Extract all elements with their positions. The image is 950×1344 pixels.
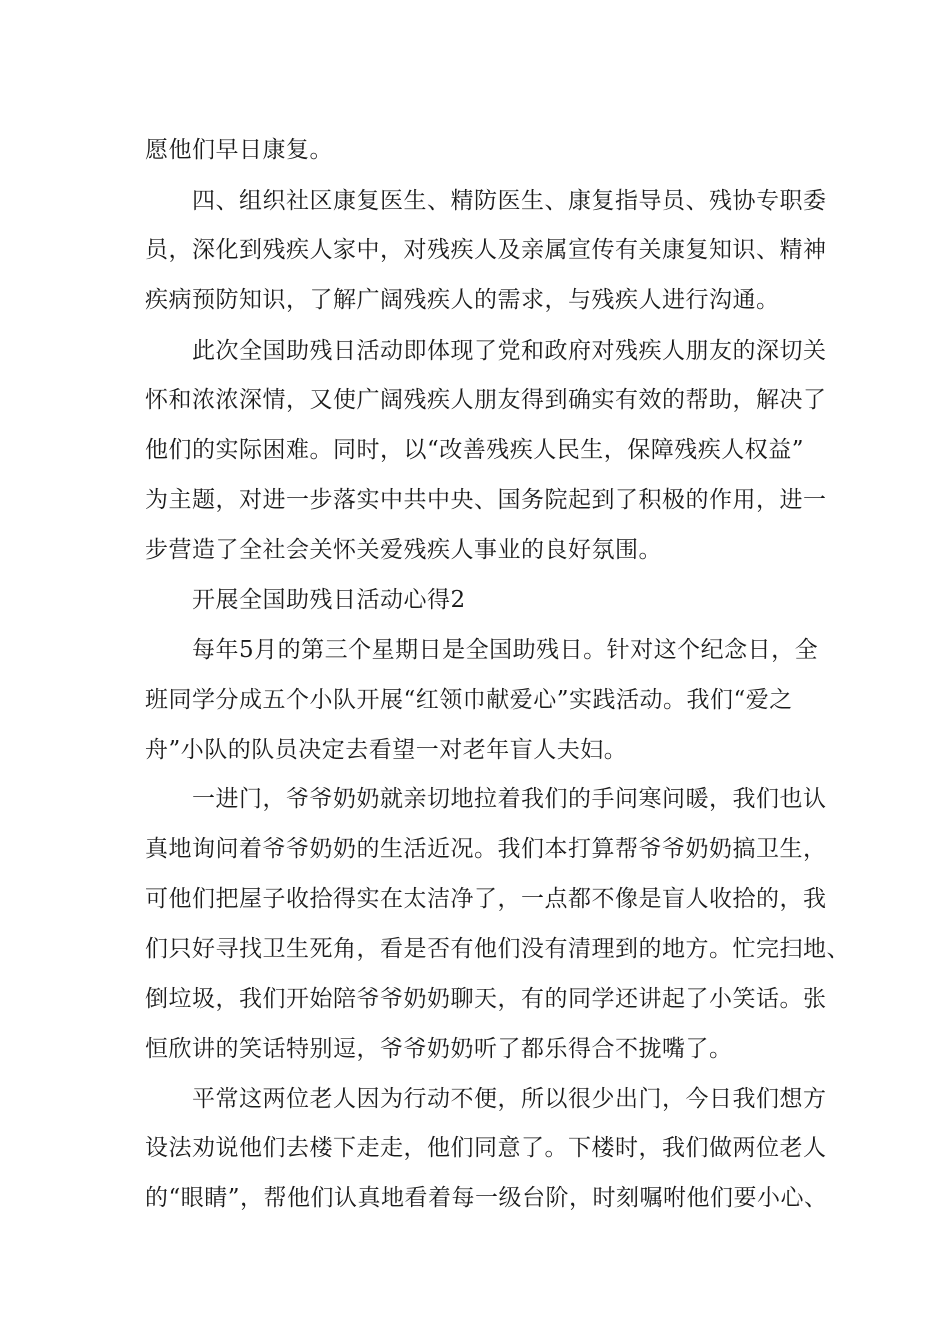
text-line: 们只好寻找卫生死角，看是否有他们没有清理到的地方。忙完扫地、 — [145, 936, 850, 962]
text-line: 疾病预防知识，了解广阔残疾人的需求，与残疾人进行沟通。 — [145, 287, 780, 313]
text-line: 倒垃圾，我们开始陪爷爷奶奶聊天，有的同学还讲起了小笑话。张 — [145, 986, 827, 1012]
text-line: 步营造了全社会关怀关爱残疾人事业的良好氛围。 — [145, 537, 662, 563]
text-line: 他们的实际困难。同时，以“改善残疾人民生，保障残疾人权益” — [145, 437, 805, 463]
text-line: 真地询问着爷爷奶奶的生活近况。我们本打算帮爷爷奶奶搞卫生， — [145, 836, 827, 862]
text-line: 班同学分成五个小队开展“红领巾献爱心”实践活动。我们“爱之 — [145, 687, 793, 713]
text-line: 四、组织社区康复医生、精防医生、康复指导员、残协专职委 — [192, 188, 827, 214]
text-line: 每年5月的第三个星期日是全国助残日。针对这个纪念日，全 — [192, 637, 819, 663]
text-line: 员，深化到残疾人家中，对残疾人及亲属宣传有关康复知识、精神 — [145, 237, 827, 263]
text-line: 舟”小队的队员决定去看望一对老年盲人夫妇。 — [145, 737, 628, 763]
text-line: 怀和浓浓深情，又使广阔残疾人朋友得到确实有效的帮助，解决了 — [145, 387, 827, 413]
text-line: 为主题，对进一步落实中共中央、国务院起到了积极的作用，进一 — [145, 487, 827, 513]
text-line: 可他们把屋子收拾得实在太洁净了，一点都不像是盲人收拾的，我 — [145, 886, 827, 912]
section-heading: 开展全国助残日活动心得2 — [192, 587, 466, 613]
text-line: 恒欣讲的笑话特别逗，爷爷奶奶听了都乐得合不拢嘴了。 — [145, 1036, 733, 1062]
text-line: 平常这两位老人因为行动不便，所以很少出门，今日我们想方 — [192, 1086, 827, 1112]
text-line: 一进门，爷爷奶奶就亲切地拉着我们的手问寒问暖，我们也认 — [192, 786, 827, 812]
text-line: 愿他们早日康复。 — [145, 137, 333, 163]
text-line: 的“眼睛”，帮他们认真地看着每一级台阶，时刻嘱咐他们要小心、 — [145, 1185, 828, 1211]
text-line: 此次全国助残日活动即体现了党和政府对残疾人朋友的深切关 — [192, 338, 827, 364]
text-line: 设法劝说他们去楼下走走，他们同意了。下楼时，我们做两位老人 — [145, 1135, 827, 1161]
